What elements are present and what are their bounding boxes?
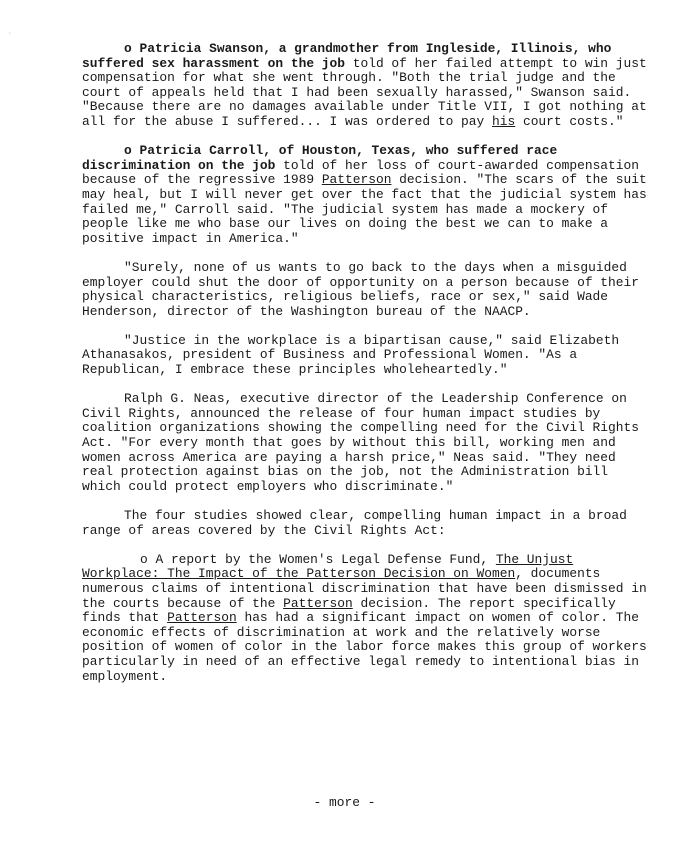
paragraph-four-studies: The four studies showed clear, compelling human impact in a broad range of areas covered by the Civil Rights Act: bbox=[82, 508, 627, 538]
paragraph-henderson: "Surely, none of us wants to go back to the days when a misguided employer could shut the door of opportunity on a person because of their physical characteristics, religious beliefs, race or sex," said Wade Henderson, director of the Washington bureau of the NAACP. bbox=[82, 259, 639, 319]
body-text: decision. The report specifically finds that bbox=[82, 595, 616, 626]
body-text: told of her loss of court-awarded compensation because of the regressive 1989 bbox=[82, 157, 639, 188]
body-text: , documents numerous claims of intentional discrimination that have been dismissed in the courts because of the bbox=[82, 566, 647, 611]
body-text: o A report by the Women's Legal Defense Fund, bbox=[140, 551, 496, 567]
report-title: The Unjust Workplace: The Impact of the Patterson Decision on Women bbox=[82, 551, 574, 582]
paragraph-swanson bbox=[82, 42, 652, 130]
body-text: has had a significant impact on women of color. The economic effects of discrimination at work and the relatively worse position of women of color in the labor force makes this group of workers particularly in need of an effective legal remedy to intentional bias in employment. bbox=[82, 610, 647, 684]
paragraph-wldf-report bbox=[82, 553, 652, 684]
paragraph-neas: Ralph G. Neas, executive director of the Leadership Conference on Civil Rights, announced the release of four human impact studies by coalition organizations showing the compelling need for the Civil Rights Act. "For every month that goes by without this bill, working men and women across America are paying a harsh price," Neas said. "They need real protection against bias on the job, not the Administration bill which could protect employers who discriminate." bbox=[82, 391, 639, 494]
bold-lead: o Patricia Carroll, of Houston, Texas, who suffered race discrimination on the job bbox=[82, 143, 558, 173]
underlined-word: his bbox=[492, 113, 516, 129]
underlined-word: Patterson bbox=[321, 172, 392, 188]
underlined-word: Patterson bbox=[283, 595, 353, 611]
scan-speck: · bbox=[8, 30, 12, 37]
body-text: decision. "The scars of the suit may heal, but I will never get over the fact that the judicial system has failed me," Carroll said. "The judicial system has made a mockery of people like me who base our lives on doing the best we can to make a positive impact in America." bbox=[82, 172, 647, 246]
more-footer: - more - bbox=[313, 795, 376, 810]
underlined-word: Patterson bbox=[167, 610, 237, 626]
document-body bbox=[82, 42, 652, 699]
bold-lead: o Patricia Swanson, a grandmother from Ingleside, Illinois, who suffered sex harassment on the job bbox=[82, 41, 612, 71]
body-text: court costs." bbox=[515, 113, 624, 129]
paragraph-athanasakos: "Justice in the workplace is a bipartisan cause," said Elizabeth Athanasakos, president of Business and Professional Women. "As a Republican, I embrace these principles wholeheartedly." bbox=[82, 332, 620, 378]
body-text: told of her failed attempt to win just compensation for what she went through. "Both the trial judge and the court of appeals held that I had been sexually harassed," Swanson said. "Because there are no damages available under Title VII, I got nothing at all for the abuse I suffered... I was ordered to pay bbox=[82, 55, 647, 129]
paragraph-carroll bbox=[82, 144, 652, 246]
